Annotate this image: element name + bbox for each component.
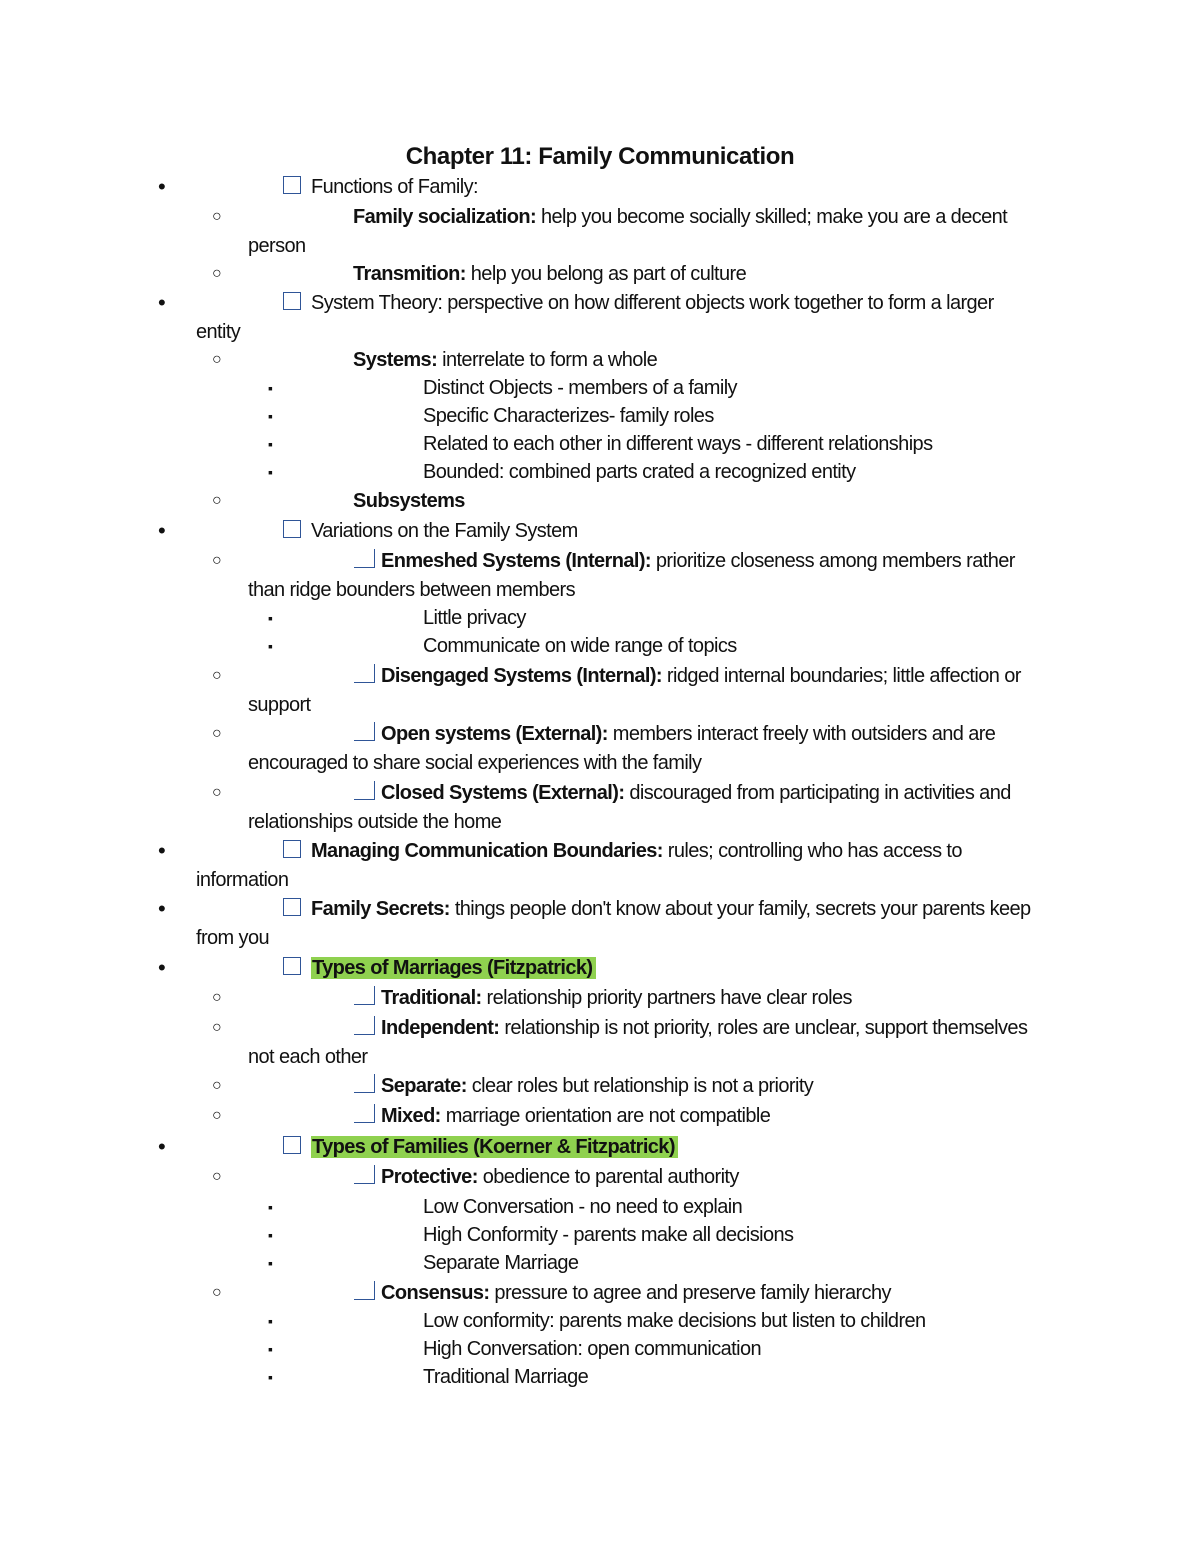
bullet-icon: ▪ xyxy=(268,1369,273,1385)
item-text xyxy=(353,487,465,515)
item-text xyxy=(353,346,657,374)
item-heading: Types of Marriages (Fitzpatrick) xyxy=(311,957,596,979)
item-heading: Disengaged Systems (Internal): xyxy=(381,665,662,687)
bullet-icon: ▪ xyxy=(268,408,273,424)
bullet-icon: • xyxy=(158,838,166,863)
bullet-icon: ○ xyxy=(212,1284,222,1301)
item-description: Distinct Objects - members of a family xyxy=(423,377,737,399)
item-description: Related to each other in different ways - different relationships xyxy=(423,433,933,455)
checkbox-icon[interactable] xyxy=(354,1104,375,1123)
item-text xyxy=(311,954,596,982)
bullet-icon: • xyxy=(158,174,166,199)
bullet-icon: ○ xyxy=(212,784,222,801)
bullet-icon: • xyxy=(158,955,166,980)
item-heading: Protective: xyxy=(381,1166,478,1188)
item-description: System Theory: perspective on how different objects work together to form a larger xyxy=(311,292,994,314)
item-text xyxy=(311,837,962,865)
bullet-icon: ▪ xyxy=(268,1199,273,1215)
item-description: Functions of Family: xyxy=(311,176,478,198)
item-heading: Managing Communication Boundaries: xyxy=(311,840,663,862)
item-heading: Systems: xyxy=(353,349,438,371)
item-continuation: encouraged to share social experiences with the family xyxy=(248,752,702,774)
checkbox-icon[interactable] xyxy=(354,1165,375,1184)
bullet-icon: ○ xyxy=(212,492,222,509)
item-continuation: entity xyxy=(196,321,241,343)
item-heading: Mixed: xyxy=(381,1105,441,1127)
item-continuation: information xyxy=(196,869,289,891)
item-text xyxy=(423,1307,926,1335)
checkbox-icon[interactable] xyxy=(283,840,301,858)
page-title: Chapter 11: Family Communication xyxy=(405,143,795,170)
item-text xyxy=(311,173,478,201)
item-text xyxy=(381,984,852,1012)
checkbox-icon[interactable] xyxy=(354,986,375,1005)
item-continuation: than ridge bounders between members xyxy=(248,579,575,601)
item-text xyxy=(381,1014,1027,1042)
bullet-icon: ○ xyxy=(212,552,222,569)
bullet-icon: ○ xyxy=(212,725,222,742)
checkbox-icon[interactable] xyxy=(354,1074,375,1093)
item-heading: Separate: xyxy=(381,1075,467,1097)
item-description: Separate Marriage xyxy=(423,1252,579,1274)
item-description: members interact freely with outsiders and are xyxy=(607,723,996,745)
checkbox-icon[interactable] xyxy=(283,898,301,916)
item-text xyxy=(381,1163,739,1191)
bullet-icon: ▪ xyxy=(268,1341,273,1357)
checkbox-icon[interactable] xyxy=(283,292,301,310)
item-description: High Conversation: open communication xyxy=(423,1338,761,1360)
item-heading: Subsystems xyxy=(353,490,465,512)
checkbox-icon[interactable] xyxy=(283,957,301,975)
item-heading: Independent: xyxy=(381,1017,500,1039)
checkbox-icon[interactable] xyxy=(354,549,375,568)
item-continuation: support xyxy=(248,694,311,716)
item-text xyxy=(353,203,1007,231)
item-description: relationship priority partners have clear roles xyxy=(481,987,852,1009)
bullet-icon: ▪ xyxy=(268,638,273,654)
item-text xyxy=(311,1133,678,1161)
item-heading: Open systems (External): xyxy=(381,723,608,745)
item-text xyxy=(423,1249,578,1277)
item-text xyxy=(381,662,1021,690)
item-description: Variations on the Family System xyxy=(311,520,578,542)
bullet-icon: ○ xyxy=(212,1077,222,1094)
item-heading: Family socialization: xyxy=(353,206,537,228)
item-text xyxy=(353,260,746,288)
item-description: Little privacy xyxy=(423,607,526,629)
item-text xyxy=(311,517,578,545)
bullet-icon: ○ xyxy=(212,989,222,1006)
item-heading: Types of Families (Koerner & Fitzpatrick) xyxy=(311,1136,678,1158)
item-description: Specific Characterizes- family roles xyxy=(423,405,714,427)
item-continuation: from you xyxy=(196,927,270,949)
item-continuation: not each other xyxy=(248,1046,368,1068)
checkbox-icon[interactable] xyxy=(283,520,301,538)
item-description: High Conformity - parents make all decisions xyxy=(423,1224,794,1246)
item-text xyxy=(423,1363,588,1391)
item-text xyxy=(423,1335,761,1363)
item-text xyxy=(381,1102,770,1130)
bullet-icon: ▪ xyxy=(268,464,273,480)
item-description: things people don't know about your family, secrets your parents keep xyxy=(449,898,1031,920)
item-description: marriage orientation are not compatible xyxy=(440,1105,771,1127)
item-text xyxy=(311,289,994,317)
bullet-icon: ▪ xyxy=(268,436,273,452)
checkbox-icon[interactable] xyxy=(354,664,375,683)
bullet-icon: ▪ xyxy=(268,1255,273,1271)
item-description: Bounded: combined parts crated a recognized entity xyxy=(423,461,856,483)
item-description: Communicate on wide range of topics xyxy=(423,635,737,657)
item-description: obedience to parental authority xyxy=(477,1166,739,1188)
item-description: Traditional Marriage xyxy=(423,1366,589,1388)
item-text xyxy=(423,402,714,430)
bullet-icon: ○ xyxy=(212,265,222,282)
bullet-icon: ▪ xyxy=(268,380,273,396)
bullet-icon: • xyxy=(158,1134,166,1159)
item-text xyxy=(381,779,1011,807)
bullet-icon: ○ xyxy=(212,667,222,684)
bullet-icon: • xyxy=(158,290,166,315)
bullet-icon: ○ xyxy=(212,1168,222,1185)
item-text xyxy=(423,1221,793,1249)
bullet-icon: ▪ xyxy=(268,1313,273,1329)
bullet-icon: ○ xyxy=(212,351,222,368)
item-description: pressure to agree and preserve family hierarchy xyxy=(489,1282,891,1304)
bullet-icon: ○ xyxy=(212,1107,222,1124)
checkbox-icon[interactable] xyxy=(283,176,301,194)
item-heading: Transmition: xyxy=(353,263,466,285)
item-text xyxy=(423,604,526,632)
item-text xyxy=(381,1279,891,1307)
item-description: relationship is not priority, roles are unclear, support themselves xyxy=(499,1017,1028,1039)
item-continuation: relationships outside the home xyxy=(248,811,502,833)
item-heading: Enmeshed Systems (Internal): xyxy=(381,550,651,572)
item-heading: Traditional: xyxy=(381,987,482,1009)
item-description: discouraged from participating in activities and xyxy=(624,782,1011,804)
item-text xyxy=(381,720,995,748)
item-description: help you become socially skilled; make you are a decent xyxy=(536,206,1008,228)
bullet-icon: ○ xyxy=(212,208,222,225)
item-text xyxy=(311,895,1031,923)
bullet-icon: ▪ xyxy=(268,610,273,626)
item-text xyxy=(423,632,737,660)
item-heading: Family Secrets: xyxy=(311,898,450,920)
checkbox-icon[interactable] xyxy=(354,781,375,800)
item-text xyxy=(381,1072,813,1100)
bullet-icon: • xyxy=(158,518,166,543)
item-description: help you belong as part of culture xyxy=(465,263,747,285)
checkbox-icon[interactable] xyxy=(354,722,375,741)
checkbox-icon[interactable] xyxy=(354,1016,375,1035)
item-description: clear roles but relationship is not a priority xyxy=(466,1075,814,1097)
item-heading: Closed Systems (External): xyxy=(381,782,625,804)
bullet-icon: • xyxy=(158,896,166,921)
bullet-icon: ▪ xyxy=(268,1227,273,1243)
item-description: Low conformity: parents make decisions but listen to children xyxy=(423,1310,926,1332)
item-continuation: person xyxy=(248,235,306,257)
item-text xyxy=(423,374,737,402)
item-description: rules; controlling who has access to xyxy=(662,840,962,862)
item-text xyxy=(423,458,856,486)
item-description: prioritize closeness among members rather xyxy=(650,550,1015,572)
checkbox-icon[interactable] xyxy=(354,1281,375,1300)
item-description: Low Conversation - no need to explain xyxy=(423,1196,743,1218)
item-heading: Consensus: xyxy=(381,1282,490,1304)
item-description: ridged internal boundaries; little affection or xyxy=(661,665,1021,687)
item-text xyxy=(381,547,1015,575)
checkbox-icon[interactable] xyxy=(283,1136,301,1154)
item-text xyxy=(423,430,932,458)
item-text xyxy=(423,1193,742,1221)
bullet-icon: ○ xyxy=(212,1019,222,1036)
item-description: interrelate to form a whole xyxy=(437,349,658,371)
